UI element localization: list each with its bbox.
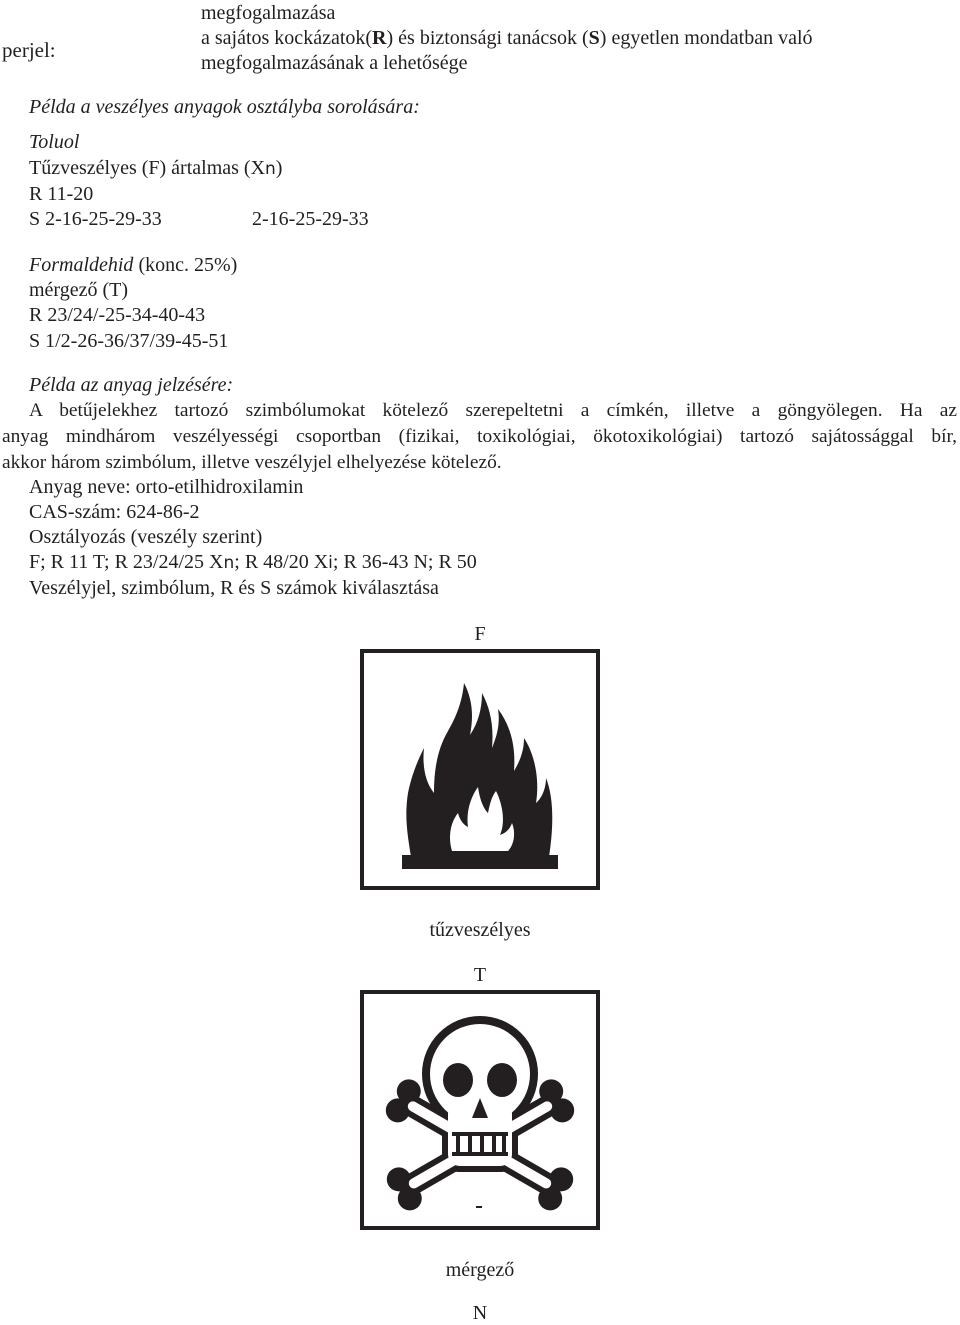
perjel-label: perjel: bbox=[2, 38, 56, 62]
toluol-s-phrases: S 2-16-25-29-33 bbox=[29, 208, 162, 230]
symbol-t-letter: T bbox=[473, 964, 487, 986]
labelling-heading: Példa az anyag jelzésére: bbox=[29, 374, 234, 396]
substance-name-line: Anyag neve: orto-etilhidroxilamin bbox=[29, 476, 304, 498]
toluol-r-phrases: R 11-20 bbox=[29, 183, 94, 205]
formaldehid-hazard: mérgező (T) bbox=[29, 279, 129, 301]
toluol-s-repeat: 2-16-25-29-33 bbox=[252, 208, 369, 230]
flame-icon bbox=[364, 653, 596, 886]
header-line-2-a: a sajátos kockázatok( bbox=[201, 27, 373, 49]
symbol-f-box bbox=[360, 649, 600, 890]
formaldehid-r-phrases: R 23/24/-25-34-40-43 bbox=[29, 304, 206, 326]
formaldehid-s-phrases: S 1/2-26-36/37/39-45-51 bbox=[29, 330, 229, 352]
symbol-n-letter: N bbox=[472, 1302, 488, 1324]
toluol-hazard-text: Tűzveszélyes (F) ártalmas (X bbox=[29, 157, 266, 179]
codes-part-a: F; R 11 T; R 23/24/25 X bbox=[29, 551, 224, 573]
header-line-2 bbox=[201, 27, 813, 50]
toluol-hazard bbox=[29, 157, 282, 180]
formaldehid-name: Formaldehid bbox=[29, 254, 134, 276]
header-line-3: megfogalmazásának a lehetősége bbox=[201, 52, 468, 74]
toluol-hazard-sub: n bbox=[265, 159, 276, 179]
paragraph-line-3: akkor három szimbólum, illetve veszélyjel elhelyezése kötelező. bbox=[2, 452, 502, 473]
symbol-t-caption: mérgező bbox=[445, 1259, 515, 1281]
paragraph-line-2: anyag mindhárom veszélyességi csoportban (fizikai, toxikológiai, ökotoxikológiai) tartozó sajátossággal bír, bbox=[2, 426, 957, 447]
symbol-f-letter: F bbox=[474, 623, 486, 645]
header-line-2-b: ) és biztonsági tanácsok ( bbox=[386, 27, 589, 49]
selection-line: Veszélyjel, szimbólum, R és S számok kiválasztása bbox=[29, 577, 439, 599]
formaldehid-heading bbox=[29, 254, 237, 277]
hazard-codes-line bbox=[29, 551, 477, 574]
codes-sub-i: i bbox=[328, 553, 333, 573]
toluol-hazard-close: ) bbox=[275, 157, 283, 179]
cas-number-line: CAS-szám: 624-86-2 bbox=[29, 501, 200, 523]
header-line-2-c: ) egyetlen mondatban való bbox=[599, 27, 813, 49]
paragraph-line-1: A betűjelekhez tartozó szimbólumokat kötelező szerepeltetni a címkén, illetve a göngyölegen. Ha az bbox=[29, 400, 957, 421]
codes-part-c: ; R 36-43 N; R 50 bbox=[332, 551, 477, 573]
codes-part-b: ; R 48/20 X bbox=[234, 551, 329, 573]
classification-heading: Példa a veszélyes anyagok osztályba sorolására: bbox=[29, 96, 420, 118]
classification-line: Osztályozás (veszély szerint) bbox=[29, 526, 263, 548]
formaldehid-conc: (konc. 25%) bbox=[133, 254, 238, 276]
skull-crossbones-icon bbox=[364, 994, 596, 1226]
header-s-letter: S bbox=[588, 27, 600, 49]
toluol-name: Toluol bbox=[29, 131, 80, 153]
symbol-f-caption: tűzveszélyes bbox=[429, 919, 531, 941]
symbol-t-box bbox=[360, 990, 600, 1230]
header-r-letter: R bbox=[372, 27, 387, 49]
codes-sub-n: n bbox=[223, 553, 235, 573]
header-line-1: megfogalmazása bbox=[201, 2, 336, 24]
labelling-paragraph bbox=[2, 398, 957, 476]
